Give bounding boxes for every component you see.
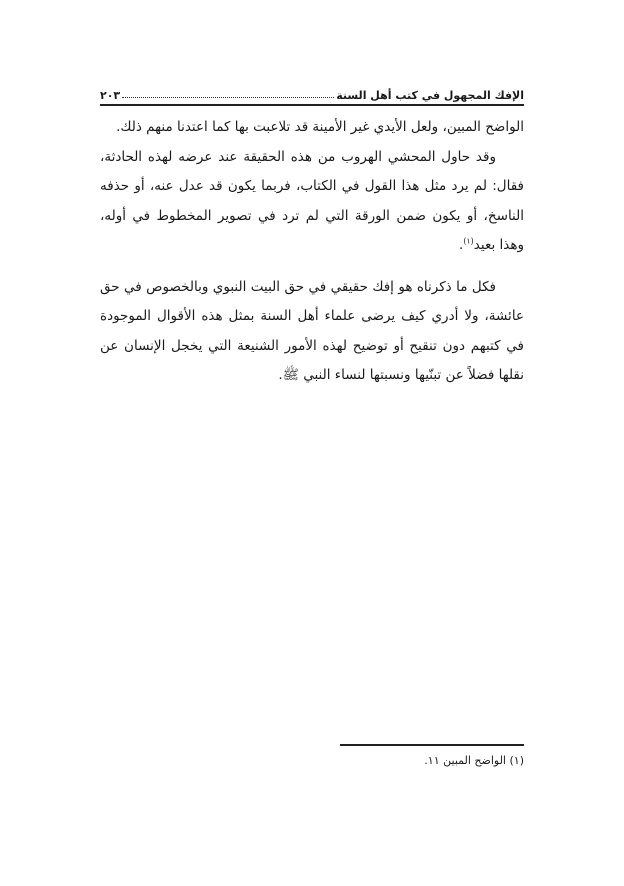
footnote: (١) الواضح المبين ١١.: [424, 754, 524, 767]
paragraph-continuation: الواضح المبين، ولعل الأيدي غير الأمينة قد تلاعبت بها كما اعتدنا منهم ذلك.: [116, 119, 524, 135]
paragraph-end: .: [458, 237, 464, 253]
main-text: [100, 113, 524, 391]
paragraph: [100, 143, 524, 261]
paragraph: فكل ما ذكرناه هو إفك حقيقي في حق البيت النبوي وبالخصوص في حق عائشة، ولا أدري كيف يرضى علماء أهل السنة بمثل هذه الأقوال الموجودة في كتبهم دون تنقيح أو توضيح لهذه الأمور الشنيعة التي يخجل الإنسان عن نقلها فضلاً عن تبنّيها ونسبتها لنساء النبي ﷺ.: [100, 278, 524, 383]
footnote-rule: [340, 744, 524, 746]
paragraph-text: وقد حاول المحشي الهروب من هذه الحقيقة عند عرضه لهذه الحادثة، فقال: لم يرد مثل هذا القول في الكتاب، فربما يكون قد عدل عنه، أو حذفه الناسخ، أو يكون ضمن الورقة التي لم ترد في تصوير المخطوط في أوله، وهذا بعيد: [100, 148, 524, 253]
header-book-title: الإفك المجهول في كتب أهل السنة: [336, 89, 524, 102]
header-dot-leader: [122, 96, 334, 98]
running-header: [100, 82, 524, 102]
header-rule: [100, 104, 524, 106]
page-number: ٢٠٣: [100, 89, 121, 102]
footnote-reference[interactable]: (١): [463, 236, 474, 246]
